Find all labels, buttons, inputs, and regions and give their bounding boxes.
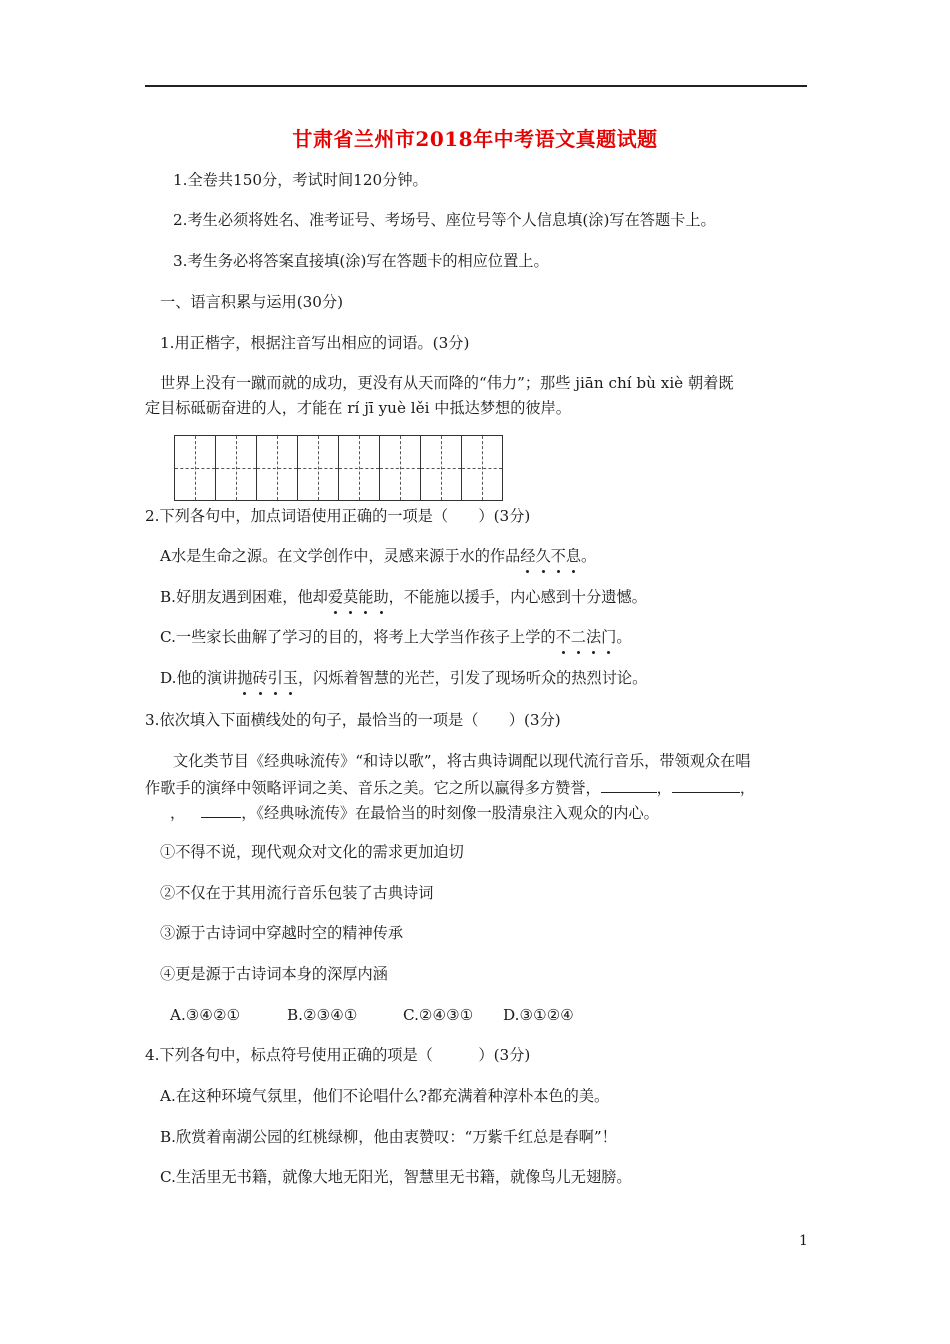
dotted-char: 二 — [570, 628, 586, 646]
q1-stem: 1.用正楷字，根据注音写出相应的词语。(3分) — [160, 334, 470, 352]
q4-option-b: B.欣赏着南湖公园的红桃绿柳，他由衷赞叹：“万紫千红总是春啊”！ — [160, 1128, 617, 1146]
section-heading: 一、语言积累与运用(30分) — [160, 293, 344, 311]
q3-option-d: D.③①②④ — [503, 1006, 574, 1024]
dotted-char: 能 — [358, 588, 374, 606]
dotted-char: 助 — [373, 588, 389, 606]
answer-cell — [420, 435, 462, 501]
page-title: 甘肃省兰州市2018年中考语文真题试题 — [292, 127, 658, 151]
q2-option-b — [160, 587, 647, 607]
passage-text: ， — [739, 779, 755, 797]
option-text: C.一些家长曲解了学习的目的，将考上大学当作孩子上学的 — [160, 628, 556, 646]
q3-passage-line-2 — [145, 777, 755, 798]
answer-grid — [174, 435, 503, 501]
q3-option-b: B.②③④① — [287, 1006, 358, 1024]
q4-option-a: A.在这种环境气氛里，他们不论唱什么?都充满着种淳朴本色的美。 — [160, 1087, 610, 1105]
q3-item-3: ③源于古诗词中穿越时空的精神传承 — [160, 924, 403, 942]
option-text: ，闪烁着智慧的光芒，引发了现场听众的热烈讨论。 — [297, 669, 648, 687]
option-text: 。 — [616, 628, 632, 646]
q3-item-4: ④更是源于古诗词本身的深厚内涵 — [160, 965, 388, 983]
q3-option-a: A.③④②① — [170, 1006, 241, 1024]
q3-passage-line-3 — [170, 802, 659, 823]
option-text: A水是生命之源。在文学创作中，灵感来源于水的作品 — [160, 547, 521, 565]
dotted-char: 砖 — [252, 669, 268, 687]
dotted-char: 引 — [267, 669, 283, 687]
option-text: B.好朋友遇到困难，他却 — [160, 588, 328, 606]
q3-item-1: ①不得不说，现代观众对文化的需求更加迫切 — [160, 843, 464, 861]
dotted-phrase — [328, 588, 389, 606]
blank-2[interactable] — [672, 777, 740, 793]
dotted-phrase — [556, 628, 617, 646]
q1-passage-line-2: 定目标砥砺奋进的人，才能在 rí jī yuè lěi 中抵达梦想的彼岸。 — [145, 399, 571, 417]
answer-cell — [461, 435, 503, 501]
option-text: D.他的演讲 — [160, 669, 238, 687]
option-text: 。 — [581, 547, 597, 565]
dotted-char: 法 — [585, 628, 602, 646]
q2-stem: 2.下列各句中，加点词语使用正确的一项是（ ）(3分) — [145, 507, 531, 525]
q2-option-c — [160, 627, 632, 647]
blank-3[interactable] — [201, 802, 241, 818]
q4-stem: 4.下列各句中，标点符号使用正确的项是（ ）(3分) — [145, 1046, 531, 1064]
blank-1[interactable] — [601, 777, 657, 793]
dotted-char: 息 — [565, 547, 582, 565]
dotted-char: 玉 — [282, 669, 298, 687]
dotted-char: 莫 — [343, 588, 359, 606]
dotted-phrase — [237, 669, 298, 687]
q2-option-d — [160, 668, 647, 688]
answer-cell — [215, 435, 257, 501]
header-rule — [145, 85, 807, 87]
q3-option-c: C.②④③① — [403, 1006, 474, 1024]
note-1: 1.全卷共150分，考试时间120分钟。 — [173, 171, 428, 189]
page-number: 1 — [799, 1233, 808, 1249]
dotted-char: 经 — [520, 547, 536, 565]
passage-text: ， — [170, 804, 186, 822]
dotted-char: 门 — [601, 628, 617, 646]
answer-cell — [379, 435, 421, 501]
passage-text: ，《经典咏流传》在最恰当的时刻像一股清泉注入观众的内心。 — [241, 804, 659, 822]
q4-option-c: C.生活里无书籍，就像大地无阳光，智慧里无书籍，就像鸟儿无翅膀。 — [160, 1168, 632, 1186]
dotted-char: 不 — [550, 547, 566, 565]
passage-text: 作歌手的演绎中领略评词之美、音乐之美。它之所以赢得多方赞誉， — [145, 779, 601, 797]
q2-option-a — [160, 546, 596, 566]
answer-cell — [297, 435, 339, 501]
answer-cell — [338, 435, 380, 501]
answer-cell — [174, 435, 216, 501]
option-text: ，不能施以援手，内心感到十分遗憾。 — [388, 588, 647, 606]
q3-stem: 3.依次填入下面横线处的句子，最恰当的一项是（ ）(3分) — [145, 711, 561, 729]
dotted-phrase — [520, 547, 581, 565]
dotted-char: 爱 — [327, 588, 344, 606]
q3-passage-line-1: 文化类节目《经典咏流传》“和诗以歌”，将古典诗调配以现代流行音乐，带领观众在唱 — [173, 752, 751, 770]
dotted-char: 抛 — [237, 669, 253, 687]
note-2: 2.考生必须将姓名、准考证号、考场号、座位号等个人信息填(涂)写在答题卡上。 — [173, 211, 716, 229]
passage-text: ， — [656, 779, 672, 797]
q3-item-2: ②不仅在于其用流行音乐包装了古典诗词 — [160, 884, 434, 902]
note-3: 3.考生务必将答案直接填(涂)写在答题卡的相应位置上。 — [173, 252, 549, 270]
dotted-char: 久 — [535, 547, 551, 565]
q1-passage-line-1: 世界上没有一蹴而就的成功，更没有从天而降的“伟力”；那些 jiān chí bù xiè 朝着既 — [160, 374, 734, 392]
answer-cell — [256, 435, 298, 501]
dotted-char: 不 — [555, 628, 571, 646]
